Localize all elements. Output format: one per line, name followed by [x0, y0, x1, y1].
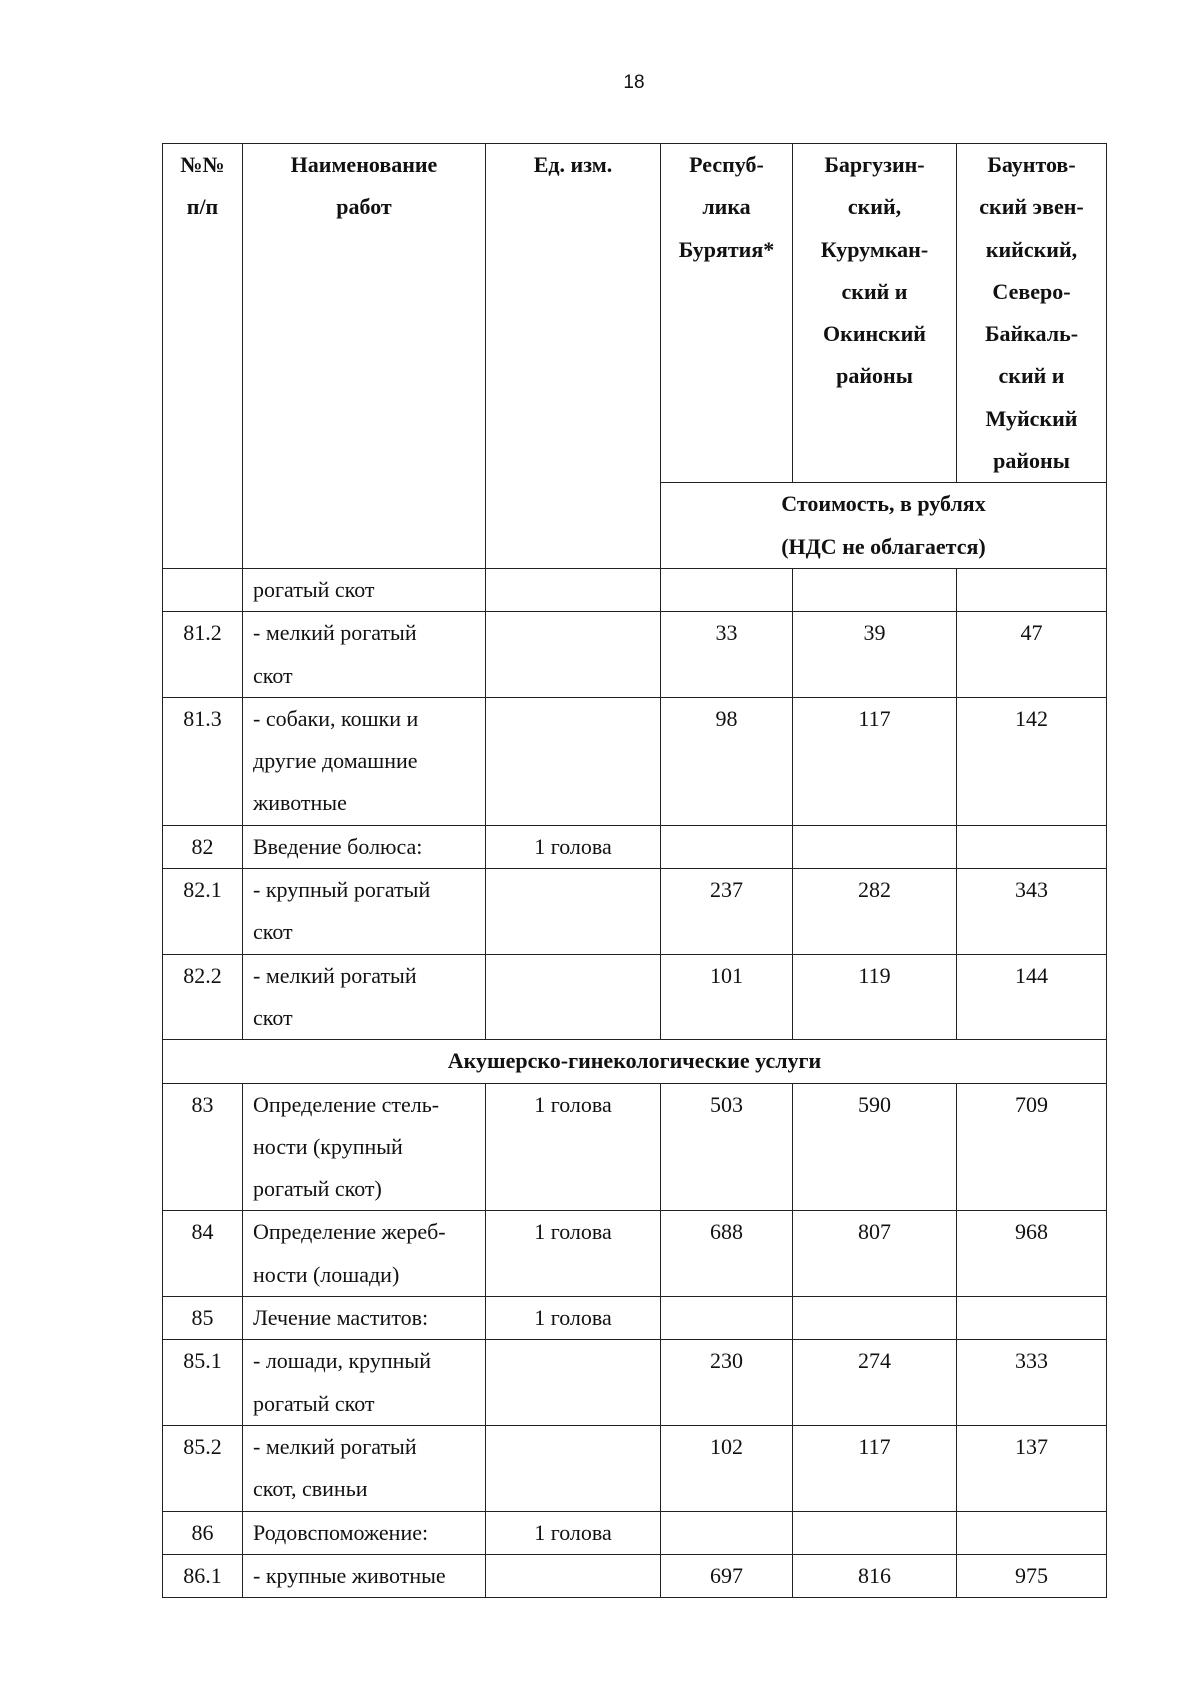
price-bauntov: [957, 1297, 1107, 1340]
row-number: [163, 568, 243, 611]
unit-cell: [486, 1554, 661, 1597]
section-title: Акушерско-гинекологические услуги: [163, 1040, 1107, 1083]
unit-cell: [486, 612, 661, 698]
row-number: 85.1: [163, 1340, 243, 1426]
unit-cell: [486, 1425, 661, 1511]
price-buryatia: [661, 825, 793, 868]
work-name: [243, 1083, 486, 1211]
work-name-line: рогатый скот: [253, 1390, 375, 1416]
table-row: [163, 1297, 1107, 1340]
work-name: [243, 568, 486, 611]
work-name-line: скот, свиньи: [253, 1476, 368, 1502]
table-row: [163, 1340, 1107, 1426]
price-buryatia: [661, 568, 793, 611]
table-header: [163, 144, 1107, 569]
price-buryatia: 230: [661, 1340, 793, 1426]
work-name-line: - мелкий рогатый: [253, 620, 417, 646]
price-buryatia: 98: [661, 697, 793, 825]
table-body: [163, 568, 1107, 1597]
price-buryatia: 237: [661, 869, 793, 955]
row-number: 84: [163, 1211, 243, 1297]
table-row: [163, 954, 1107, 1040]
work-name-line: - крупные животные: [253, 1562, 446, 1588]
header-buryatia: Респуб- лика Бурятия*: [661, 144, 793, 483]
price-bauntov: 343: [957, 869, 1107, 955]
work-name: [243, 1425, 486, 1511]
price-bauntov: 142: [957, 697, 1107, 825]
header-unit: Ед. изм.: [486, 144, 661, 569]
work-name-line: скот: [253, 1004, 293, 1030]
unit-cell: [486, 1340, 661, 1426]
price-bauntov: 333: [957, 1340, 1107, 1426]
header-barguzin: Баргузин- ский, Курумкан- ский и Окинский районы: [793, 144, 957, 483]
price-bauntov: 144: [957, 954, 1107, 1040]
work-name: [243, 1297, 486, 1340]
price-bauntov: 47: [957, 612, 1107, 698]
work-name: [243, 697, 486, 825]
table-row: [163, 612, 1107, 698]
price-buryatia: 101: [661, 954, 793, 1040]
price-barguzin: 119: [793, 954, 957, 1040]
row-number: 83: [163, 1083, 243, 1211]
price-barguzin: [793, 568, 957, 611]
price-barguzin: 274: [793, 1340, 957, 1426]
work-name: [243, 825, 486, 868]
price-barguzin: 807: [793, 1211, 957, 1297]
price-bauntov: 968: [957, 1211, 1107, 1297]
table-row: [163, 1511, 1107, 1554]
unit-cell: 1 голова: [486, 1211, 661, 1297]
header-num: №№ п/п: [163, 144, 243, 569]
work-name-line: другие домашние: [253, 748, 418, 774]
work-name-line: - мелкий рогатый: [253, 1433, 417, 1459]
unit-cell: [486, 697, 661, 825]
price-bauntov: 137: [957, 1425, 1107, 1511]
page-number: 18: [623, 72, 645, 93]
unit-cell: 1 голова: [486, 1083, 661, 1211]
work-name-line: Родовспоможение:: [253, 1519, 429, 1545]
work-name: [243, 1211, 486, 1297]
table-row: [163, 568, 1107, 611]
header-name: Наименование работ: [243, 144, 486, 569]
unit-cell: 1 голова: [486, 1511, 661, 1554]
price-bauntov: [957, 825, 1107, 868]
work-name-line: Определение жереб-: [253, 1219, 446, 1245]
price-buryatia: 102: [661, 1425, 793, 1511]
price-buryatia: 697: [661, 1554, 793, 1597]
price-barguzin: [793, 1297, 957, 1340]
work-name: [243, 869, 486, 955]
row-number: 82.2: [163, 954, 243, 1040]
cost-caption: Стоимость, в рублях (НДС не облагается): [661, 483, 1107, 569]
price-buryatia: 33: [661, 612, 793, 698]
work-name-line: рогатый скот: [253, 576, 375, 602]
work-name-line: - крупный рогатый: [253, 877, 431, 903]
price-table: [162, 143, 1107, 1598]
work-name-line: Определение стель-: [253, 1091, 440, 1117]
row-number: 85: [163, 1297, 243, 1340]
section-row: [163, 1040, 1107, 1083]
unit-cell: [486, 568, 661, 611]
work-name-line: рогатый скот): [253, 1176, 382, 1202]
work-name: [243, 1511, 486, 1554]
work-name-line: ности (крупный: [253, 1133, 403, 1159]
work-name-line: ности (лошади): [253, 1261, 400, 1287]
table-row: [163, 1554, 1107, 1597]
price-buryatia: 503: [661, 1083, 793, 1211]
table-row: [163, 1211, 1107, 1297]
unit-cell: [486, 869, 661, 955]
price-barguzin: 816: [793, 1554, 957, 1597]
work-name-line: - мелкий рогатый: [253, 962, 417, 988]
work-name: [243, 954, 486, 1040]
unit-cell: 1 голова: [486, 1297, 661, 1340]
work-name-line: - лошади, крупный: [253, 1348, 431, 1374]
header-bauntov: Баунтов- ский эвен- кийский, Северо- Байкаль- ский и Муйский районы: [957, 144, 1107, 483]
unit-cell: [486, 954, 661, 1040]
work-name: [243, 612, 486, 698]
price-barguzin: 590: [793, 1083, 957, 1211]
table-row: [163, 1425, 1107, 1511]
table-row: [163, 869, 1107, 955]
table-row: [163, 697, 1107, 825]
row-number: 82.1: [163, 869, 243, 955]
work-name-line: - собаки, кошки и: [253, 705, 419, 731]
price-buryatia: [661, 1511, 793, 1554]
price-buryatia: 688: [661, 1211, 793, 1297]
row-number: 81.3: [163, 697, 243, 825]
price-bauntov: [957, 568, 1107, 611]
work-name-line: Введение болюса:: [253, 833, 423, 859]
work-name-line: скот: [253, 919, 293, 945]
work-name: [243, 1340, 486, 1426]
row-number: 85.2: [163, 1425, 243, 1511]
work-name: [243, 1554, 486, 1597]
price-bauntov: 709: [957, 1083, 1107, 1211]
price-barguzin: [793, 825, 957, 868]
price-bauntov: [957, 1511, 1107, 1554]
row-number: 81.2: [163, 612, 243, 698]
price-barguzin: [793, 1511, 957, 1554]
row-number: 86: [163, 1511, 243, 1554]
table-row: [163, 1083, 1107, 1211]
row-number: 86.1: [163, 1554, 243, 1597]
unit-cell: 1 голова: [486, 825, 661, 868]
price-buryatia: [661, 1297, 793, 1340]
work-name-line: скот: [253, 662, 293, 688]
price-barguzin: 282: [793, 869, 957, 955]
work-name-line: Лечение маститов:: [253, 1305, 429, 1331]
price-bauntov: 975: [957, 1554, 1107, 1597]
row-number: 82: [163, 825, 243, 868]
price-barguzin: 117: [793, 697, 957, 825]
price-barguzin: 39: [793, 612, 957, 698]
work-name-line: животные: [253, 790, 347, 816]
table-row: [163, 825, 1107, 868]
price-barguzin: 117: [793, 1425, 957, 1511]
